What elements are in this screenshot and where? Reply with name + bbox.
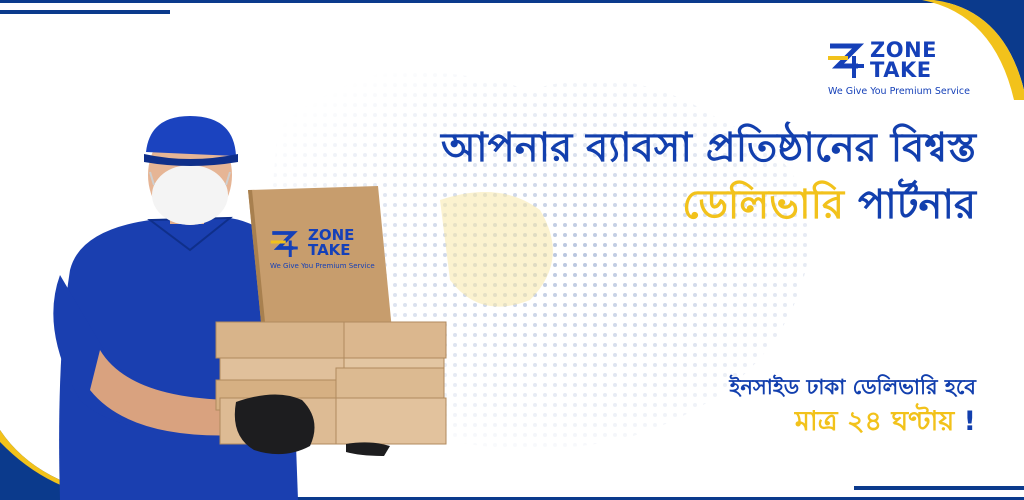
- brand-name-line2: TAKE: [870, 58, 932, 82]
- offer-exclamation: !: [963, 406, 976, 437]
- top-left-accent-line: [0, 10, 170, 14]
- bag-brand-line1: ZONE: [308, 226, 355, 244]
- offer-line2: [729, 402, 976, 442]
- bag-logo: [268, 228, 388, 278]
- delivery-person-illustration: [40, 100, 460, 500]
- headline-line2-rest: পার্টনার: [857, 182, 976, 228]
- headline-line2: [441, 176, 976, 234]
- headline: [441, 120, 976, 234]
- bag-logo-icon: [268, 230, 302, 260]
- offer-line2-text: মাত্র ২৪ ঘণ্টায়: [794, 406, 955, 437]
- offer-line1: ইনসাইড ঢাকা ডেলিভারি হবে: [729, 375, 976, 399]
- offer-text: [729, 372, 976, 442]
- headline-highlight: ডেলিভারি: [682, 182, 845, 228]
- bottom-right-accent-line: [854, 486, 1024, 490]
- headline-line1: আপনার ব্যাবসা প্রতিষ্ঠানের বিশ্বস্ত: [440, 125, 976, 171]
- bag-tagline: We Give You Premium Service: [270, 262, 375, 270]
- brand-tagline: We Give You Premium Service: [828, 86, 970, 97]
- brand-logo-icon: [826, 42, 868, 82]
- top-border: [0, 0, 1024, 3]
- brand-logo: [826, 40, 986, 100]
- brand-name-line1: ZONE: [870, 38, 937, 62]
- bag-brand-line2: TAKE: [308, 241, 351, 259]
